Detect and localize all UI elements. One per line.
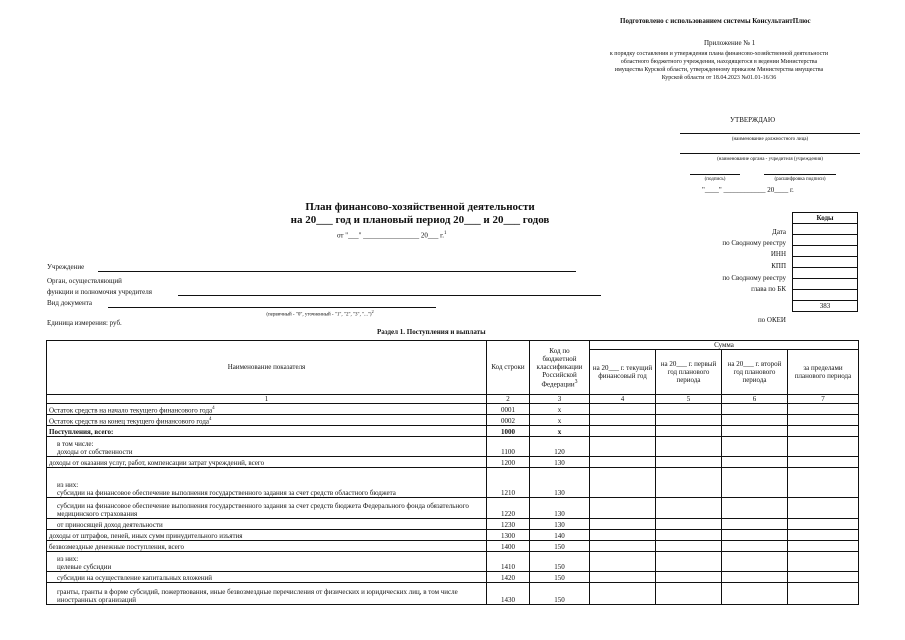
- code-cell-inn[interactable]: [793, 246, 858, 257]
- row-sum-cell[interactable]: [656, 468, 722, 498]
- row-sum-cell[interactable]: [788, 468, 859, 498]
- receipts-table: [46, 340, 859, 605]
- row-sum-cell[interactable]: [656, 583, 722, 605]
- consultant-watermark: Подготовлено с использованием системы КонсультантПлюс: [620, 17, 811, 25]
- row-sum-cell[interactable]: [722, 468, 788, 498]
- approve-date-line: "____" ____________ 20____ г.: [702, 186, 794, 194]
- row-name: гранты, гранты в форме субсидий, пожертвования, иные безвозмездные перечисления от физических и юридических лиц, в том числе иностранных организаций: [47, 583, 487, 605]
- head-beyond: за пределами планового периода: [788, 350, 859, 395]
- row-sum-cell[interactable]: [722, 415, 788, 426]
- label-registry-2: по Сводному реестру: [722, 274, 786, 282]
- row-sum-cell[interactable]: [590, 552, 656, 572]
- row-code: 1200: [487, 457, 530, 468]
- column-number-6: 6: [722, 395, 788, 404]
- label-date: Дата: [772, 228, 786, 236]
- row-code: 1230: [487, 519, 530, 530]
- appendix-line-4: Курской области от 18.04.2023 №01.01-16/36: [661, 75, 777, 81]
- codes-table: [792, 212, 858, 312]
- head-sum: Сумма: [590, 341, 859, 350]
- decode-caption: (расшифровка подписи): [774, 177, 826, 182]
- appendix-line-1: к порядку составления и утверждения плана финансово-хозяйственной деятельности: [609, 51, 829, 57]
- row-sum-cell[interactable]: [656, 519, 722, 530]
- row-code: 1220: [487, 498, 530, 519]
- row-name: субсидии на финансовое обеспечение выполнения государственного задания за счет средств бюджета Федерального фонда обязательного медицинского страхования: [47, 498, 487, 519]
- row-sum-cell[interactable]: [788, 498, 859, 519]
- row-sum-cell[interactable]: [722, 530, 788, 541]
- plan-title: План финансово-хозяйственной деятельности: [305, 201, 535, 213]
- code-cell-kpp[interactable]: [793, 257, 858, 268]
- row-code: 1420: [487, 572, 530, 583]
- row-sum-cell[interactable]: [590, 583, 656, 605]
- table-row: [47, 583, 859, 605]
- row-sum-cell[interactable]: [590, 404, 656, 415]
- label-registry: по Сводному реестру: [722, 239, 786, 247]
- row-sum-cell[interactable]: [590, 519, 656, 530]
- codes-header: Коды: [793, 213, 858, 224]
- row-sum-cell[interactable]: [722, 541, 788, 552]
- code-cell-okei: 383: [793, 301, 858, 312]
- table-row: [47, 457, 859, 468]
- label-okei: по ОКЕИ: [757, 316, 786, 324]
- head-name: Наименование показателя: [47, 341, 487, 395]
- row-sum-cell[interactable]: [722, 572, 788, 583]
- row-sum-cell[interactable]: [722, 457, 788, 468]
- row-sum-cell[interactable]: [722, 498, 788, 519]
- row-sum-cell[interactable]: [788, 457, 859, 468]
- label-bk: глава по БК: [751, 285, 786, 293]
- row-bk-code: x: [530, 426, 590, 437]
- row-name: Остаток средств на начало текущего финансового года$^4$: [47, 404, 487, 415]
- label-kpp: КПП: [771, 262, 786, 270]
- row-sum-cell[interactable]: [788, 583, 859, 605]
- row-code: 1300: [487, 530, 530, 541]
- table-row: [47, 530, 859, 541]
- row-bk-code: 150: [530, 583, 590, 605]
- appendix-line-2: областного бюджетного учреждения, находящегося в ведении Министерства: [620, 59, 818, 65]
- head-year-1: на 20___ г. текущий финансовый год: [590, 350, 656, 395]
- row-name: Поступления, всего:: [47, 426, 487, 437]
- row-bk-code: 130: [530, 468, 590, 498]
- row-sum-cell[interactable]: [656, 415, 722, 426]
- row-sum-cell[interactable]: [656, 457, 722, 468]
- column-number-5: 5: [656, 395, 722, 404]
- org-caption: (наименование органа - учредителя (учреждения): [717, 157, 823, 162]
- table-row: [47, 437, 859, 457]
- row-bk-code: 150: [530, 552, 590, 572]
- row-code: 1100: [487, 437, 530, 457]
- table-row: [47, 498, 859, 519]
- row-code: 1410: [487, 552, 530, 572]
- row-sum-cell[interactable]: [656, 498, 722, 519]
- row-sum-cell[interactable]: [722, 583, 788, 605]
- row-code: 1430: [487, 583, 530, 605]
- row-sum-cell[interactable]: [590, 530, 656, 541]
- row-sum-cell[interactable]: [590, 498, 656, 519]
- row-bk-code: 130: [530, 519, 590, 530]
- head-year-3: на 20___ г. второй год планового периода: [722, 350, 788, 395]
- head-year-2: на 20___ г. первый год планового периода: [656, 350, 722, 395]
- code-cell-date[interactable]: [793, 224, 858, 235]
- head-bk: Код по бюджетной классификации Российской Федерации$^3$: [530, 341, 590, 395]
- row-sum-cell[interactable]: [788, 404, 859, 415]
- table-row: [47, 404, 859, 415]
- plan-subtitle: на 20___ год и плановый период 20___ и 20___ годов: [290, 214, 550, 226]
- column-number-2: 2: [487, 395, 530, 404]
- label-inn: ИНН: [770, 250, 786, 258]
- unit-label: Единица измерения: руб.: [47, 319, 122, 327]
- row-sum-cell[interactable]: [788, 541, 859, 552]
- plan-date-line: от "___" ________________ 20___ г.$^1$: [337, 231, 447, 240]
- row-name: от приносящей доход деятельности: [47, 519, 487, 530]
- row-name: в том числе: доходы от собственности: [47, 437, 487, 457]
- row-sum-cell[interactable]: [788, 572, 859, 583]
- row-sum-cell[interactable]: [788, 437, 859, 457]
- column-number-4: 4: [590, 395, 656, 404]
- row-code: 1210: [487, 468, 530, 498]
- section-title: Раздел 1. Поступления и выплаты: [377, 328, 486, 336]
- table-row: [47, 541, 859, 552]
- table-row: [47, 519, 859, 530]
- field-doctype-label: Вид документа: [47, 299, 93, 307]
- table-row: [47, 468, 859, 498]
- row-sum-cell[interactable]: [590, 426, 656, 437]
- column-number-3: 3: [530, 395, 590, 404]
- row-sum-cell[interactable]: [788, 415, 859, 426]
- row-bk-code: x: [530, 415, 590, 426]
- row-name: субсидии на осуществление капитальных вложений: [47, 572, 487, 583]
- appendix-line-3: имущества Курской области, утвержденному приказом Министерства имущества: [614, 67, 824, 73]
- code-cell-registry2[interactable]: [793, 268, 858, 279]
- row-name: Остаток средств на конец текущего финансового года$^4$: [47, 415, 487, 426]
- row-bk-code: 150: [530, 541, 590, 552]
- row-bk-code: 130: [530, 498, 590, 519]
- row-sum-cell[interactable]: [656, 437, 722, 457]
- code-cell-registry[interactable]: [793, 235, 858, 246]
- table-row: [47, 552, 859, 572]
- code-cell-bk[interactable]: [793, 279, 858, 290]
- row-sum-cell[interactable]: [656, 530, 722, 541]
- field-institution-label: Учреждение: [47, 263, 85, 271]
- row-code: 0002: [487, 415, 530, 426]
- head-code: Код строки: [487, 341, 530, 395]
- row-sum-cell[interactable]: [656, 552, 722, 572]
- row-sum-cell[interactable]: [590, 457, 656, 468]
- row-name: доходы от штрафов, пеней, иных сумм принудительного изъятия: [47, 530, 487, 541]
- row-sum-cell[interactable]: [590, 437, 656, 457]
- column-number-1: 1: [47, 395, 487, 404]
- row-sum-cell[interactable]: [656, 541, 722, 552]
- row-sum-cell[interactable]: [590, 415, 656, 426]
- row-sum-cell[interactable]: [590, 468, 656, 498]
- row-sum-cell[interactable]: [656, 572, 722, 583]
- row-sum-cell[interactable]: [788, 426, 859, 437]
- row-sum-cell[interactable]: [722, 552, 788, 572]
- row-name: безвозмездные денежные поступления, всего: [47, 541, 487, 552]
- row-bk-code: x: [530, 404, 590, 415]
- row-sum-cell[interactable]: [788, 530, 859, 541]
- row-bk-code: 150: [530, 572, 590, 583]
- table-row: [47, 572, 859, 583]
- row-sum-cell[interactable]: [722, 426, 788, 437]
- row-name: из них: субсидии на финансовое обеспечение выполнения государственного задания за счет средств областного бюджета: [47, 468, 487, 498]
- doctype-caption: (первичный - "0", уточненный - "1", "2", "3", "...")$^2$: [266, 309, 374, 318]
- row-sum-cell[interactable]: [722, 404, 788, 415]
- row-name: из них: целевые субсидии: [47, 552, 487, 572]
- appendix-title: Приложение № 1: [704, 39, 756, 47]
- row-code: 1400: [487, 541, 530, 552]
- row-sum-cell[interactable]: [590, 541, 656, 552]
- table-row: [47, 426, 859, 437]
- column-number-7: 7: [788, 395, 859, 404]
- row-sum-cell[interactable]: [656, 404, 722, 415]
- row-bk-code: 140: [530, 530, 590, 541]
- row-sum-cell[interactable]: [722, 437, 788, 457]
- row-bk-code: 120: [530, 437, 590, 457]
- row-sum-cell[interactable]: [590, 572, 656, 583]
- row-name: доходы от оказания услуг, работ, компенсации затрат учреждений, всего: [47, 457, 487, 468]
- row-sum-cell[interactable]: [788, 552, 859, 572]
- row-bk-code: 130: [530, 457, 590, 468]
- table-row: [47, 415, 859, 426]
- row-sum-cell[interactable]: [656, 426, 722, 437]
- row-code: 0001: [487, 404, 530, 415]
- field-organ-label-2: функции и полномочия учредителя: [47, 288, 152, 296]
- row-sum-cell[interactable]: [788, 519, 859, 530]
- row-code: 1000: [487, 426, 530, 437]
- approve-label: УТВЕРЖДАЮ: [730, 116, 776, 124]
- field-organ-label-1: Орган, осуществляющий: [47, 277, 122, 285]
- row-sum-cell[interactable]: [722, 519, 788, 530]
- sign-caption: (подпись): [704, 177, 726, 182]
- position-caption: (наименование должностного лица): [731, 137, 809, 142]
- code-cell-doc[interactable]: [793, 290, 858, 301]
